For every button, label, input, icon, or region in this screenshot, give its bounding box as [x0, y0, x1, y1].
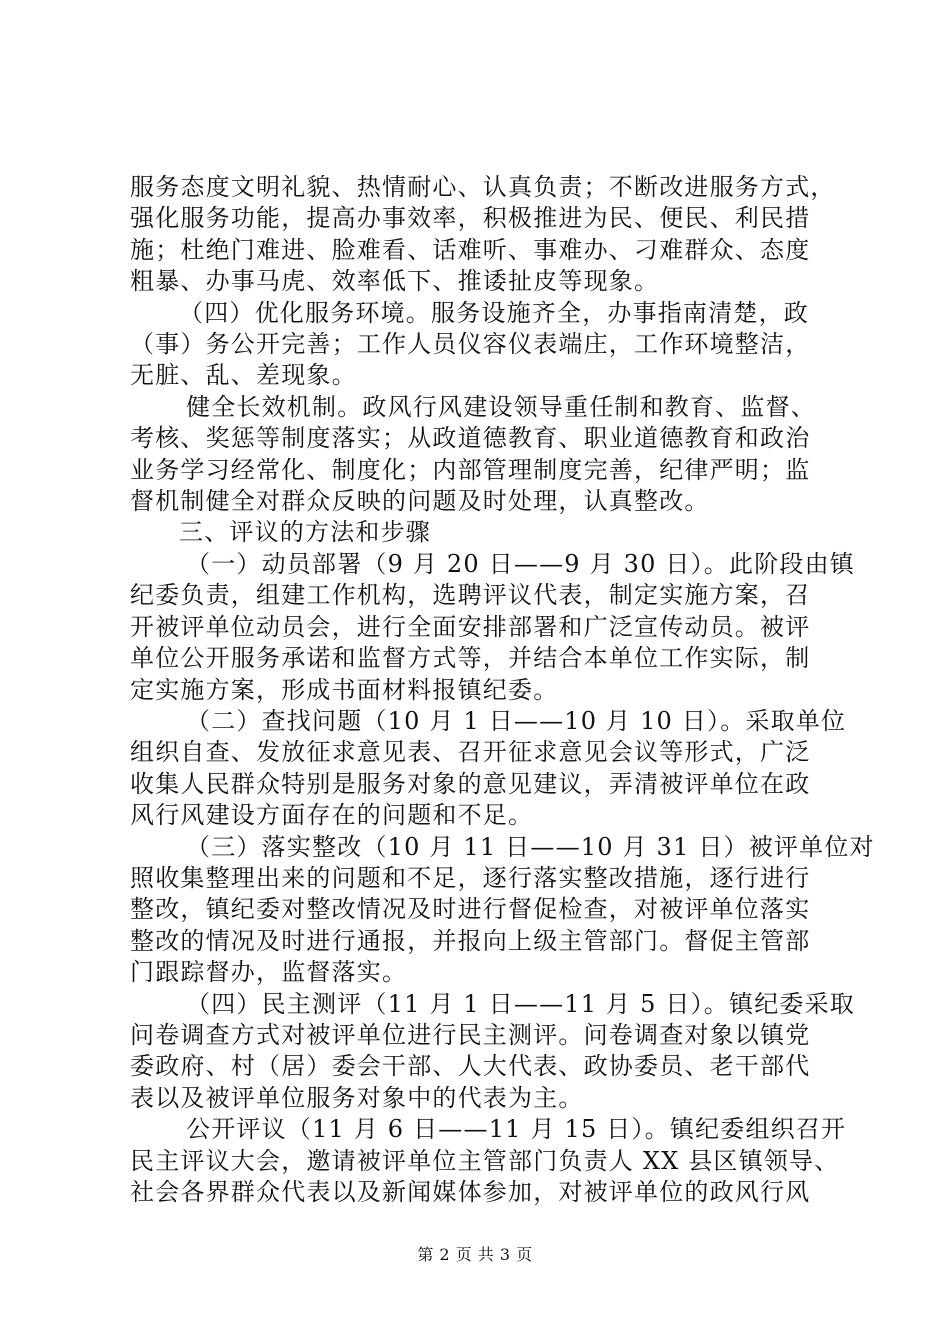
text-line: 表以及被评单位服务对象中的代表为主。: [130, 1083, 584, 1112]
text-line: （四）民主测评（11 月 1 日——11 月 5 日）。镇纪委采取: [186, 989, 855, 1018]
text-line: （一）动员部署（9 月 20 日——9 月 30 日）。此阶段由镇: [186, 549, 855, 578]
text-line: 施；杜绝门难进、脸难看、话难听、事难办、刁难群众、态度: [130, 235, 811, 264]
paragraph-long-term-mechanism: [130, 392, 832, 518]
paragraph-step-mobilization: [130, 549, 855, 706]
text-line: （三）落实整改（10 月 11 日——10 月 31 日）被评单位对: [186, 832, 875, 861]
text-line: 单位公开服务承诺和监督方式等，并结合本单位工作实际，制: [130, 644, 811, 673]
text-line: 整改的情况及时进行通报，并报向上级主管部门。督促主管部: [130, 926, 811, 955]
text-line: 问卷调查方式对被评单位进行民主测评。问卷调查对象以镇党: [130, 1020, 811, 1049]
text-line: （事）务公开完善；工作人员仪容仪表端庄，工作环境整洁，: [130, 330, 811, 359]
text-line: 三、评议的方法和步骤: [179, 518, 431, 547]
text-line: 收集人民群众特别是服务对象的意见建议，弄清被评单位在政: [130, 769, 811, 798]
text-line: （二）查找问题（10 月 1 日——10 月 10 日）。采取单位: [186, 706, 847, 735]
text-line: 健全长效机制。政风行风建设领导重任制和教育、监督、: [186, 392, 816, 421]
text-line: 服务态度文明礼貌、热情耐心、认真负责；不断改进服务方式，: [130, 173, 836, 201]
section-heading-methods-steps: [130, 517, 832, 548]
text-line: 民主评议大会，邀请被评单位主管部门负责人 XX 县区镇领导、: [130, 1146, 840, 1175]
page-number-footer: 第 2 页 共 3 页: [417, 1245, 533, 1264]
text-line: 纪委负责，组建工作机构，选聘评议代表，制定实施方案，召: [130, 581, 811, 610]
text-line: 督机制健全对群众反映的问题及时处理，认真整改。: [130, 487, 710, 516]
paragraph-step-public-review: [130, 1114, 847, 1208]
text-line: 定实施方案，形成书面材料报镇纪委。: [130, 675, 559, 704]
text-line: （四）优化服务环境。服务设施齐全，办事指南清楚，政: [179, 298, 809, 327]
text-line: 照收集整理出来的问题和不足，逐行落实整改措施，逐行进行: [130, 863, 811, 892]
paragraph-step-find-problems: [130, 706, 847, 832]
paragraph-step-rectification: [130, 832, 875, 989]
text-line: 组织自查、发放征求意见表、召开征求意见会议等形式，广泛: [130, 738, 811, 767]
text-line: 强化服务功能，提高办事效率，积极推进为民、便民、利民措: [130, 204, 811, 233]
text-line: 业务学习经常化、制度化；内部管理制度完善，纪律严明；监: [130, 455, 811, 484]
text-line: 无脏、乱、差现象。: [130, 361, 357, 390]
paragraph-service-attitude: [130, 172, 836, 298]
document-body: [130, 172, 875, 1208]
text-line: 整改，镇纪委对整改情况及时进行督促检查，对被评单位落实: [130, 895, 811, 924]
text-line: 公开评议（11 月 6 日——11 月 15 日）。镇纪委组织召开: [186, 1115, 847, 1144]
text-line: 开被评单位动员会，进行全面安排部署和广泛宣传动员。被评: [130, 612, 811, 641]
text-line: 社会各界群众代表以及新闻媒体参加，对被评单位的政风行风: [130, 1178, 811, 1206]
text-line: 风行风建设方面存在的问题和不足。: [130, 801, 534, 830]
text-line: 门跟踪督办，监督落实。: [130, 958, 408, 987]
text-line: 考核、奖惩等制度落实；从政道德教育、职业道德教育和政治: [130, 424, 811, 453]
paragraph-service-environment: [130, 298, 832, 392]
paragraph-step-democratic-evaluation: [130, 989, 855, 1115]
text-line: 粗暴、办事马虎、效率低下、推诿扯皮等现象。: [130, 267, 660, 296]
text-line: 委政府、村（居）委会干部、人大代表、政协委员、老干部代: [130, 1052, 811, 1081]
